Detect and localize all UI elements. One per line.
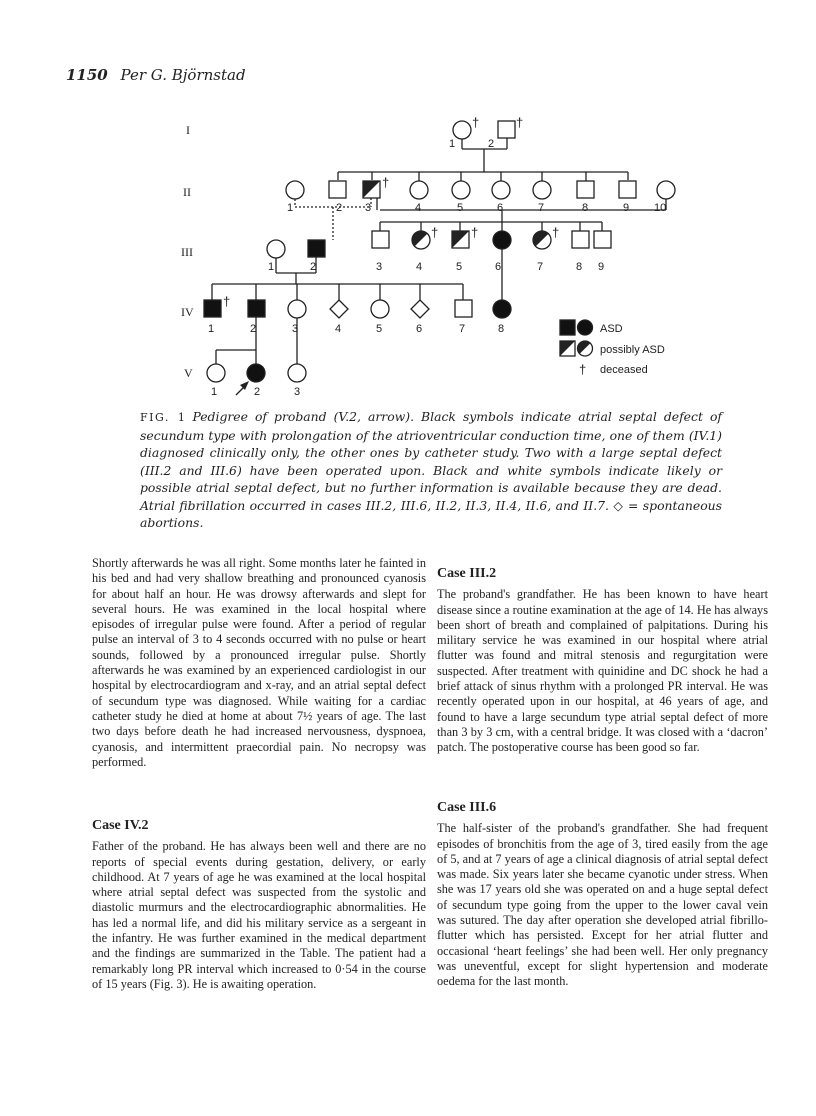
female-I-1	[453, 121, 471, 139]
female-II-6	[492, 181, 510, 199]
pedigree-label: 2	[254, 386, 261, 398]
pedigree-label: 9	[623, 202, 630, 214]
pedigree-label: 1	[449, 138, 456, 150]
pedigree-label: 6	[416, 323, 423, 335]
case-iii6-section	[437, 800, 768, 990]
running-header	[66, 66, 246, 84]
female-III-6-affected	[493, 231, 511, 249]
pedigree-label: 8	[576, 261, 583, 273]
page-number: 1150	[66, 66, 108, 84]
gen-label-III: III	[181, 245, 193, 259]
pedigree-label: 6	[495, 261, 502, 273]
left-column	[92, 556, 426, 770]
female-II-4	[410, 181, 428, 199]
gen-label-I: I	[186, 123, 190, 137]
female-II-10	[657, 181, 675, 199]
proband-V-2-affected	[247, 364, 265, 382]
author-name: Per G. Björnstad	[120, 66, 246, 84]
pedigree-label: 3	[365, 202, 372, 214]
male-IV-1-affected	[204, 300, 221, 317]
pedigree-label: 4	[416, 261, 423, 273]
paragraph: The proband's grandfather. He has been known to have heart disease since a routine examination at the age of 14. He has always been short of breath and complained of palpitations. During his military service he was examined in our hospital where atrial flutter was found and mitral stenosis and regurgitation were suspected. After treatment with quinidine and DC shock he had a brief attack of sinus rhythm with a prolonged PR interval. He was recently operated upon in our hospital, at 46 years of age, and found to have a large secundum type atrial septal defect of more than 3 by 3 cm, with a central bridge. It was closed with a ‘dacron’ patch. The postoperative course has been good so far.	[437, 587, 768, 755]
case-iii2-section	[437, 566, 768, 756]
paragraph: Father of the proband. He has always been well and there are no reports of special events during gestation, delivery, or early childhood. At 7 years of age he was examined at the local hospital where atrial septal defect was suspected from the systolic and diastolic murmurs and the electrocardiographic abnormalities. He has led a normal life, and did his military service as a sergeant in the infantry. He was further examined in the medical department and the findings are summarized in the Table. The patient had a remarkably long PR interval which increased to 0·54 in the course of 15 years (Fig. 3). He is awaiting operation.	[92, 839, 426, 991]
pedigree-label: 7	[537, 261, 544, 273]
pedigree-label: 1	[208, 323, 215, 335]
male-IV-2-affected	[248, 300, 265, 317]
pedigree-label: 1	[268, 261, 275, 273]
legend-asd: ASD	[600, 323, 623, 335]
male-I-2	[498, 121, 515, 138]
legend-deceased-mark: †	[579, 362, 587, 377]
pedigree-label: 5	[376, 323, 383, 335]
pedigree-label: 7	[538, 202, 545, 214]
figure-label: FIG. 1	[140, 411, 187, 424]
deceased-mark: †	[516, 115, 524, 130]
figure-caption	[140, 408, 722, 532]
pedigree-label: 5	[457, 202, 464, 214]
male-II-9	[619, 181, 636, 198]
female-IV-3	[288, 300, 306, 318]
legend-deceased: deceased	[600, 364, 648, 376]
pedigree-label: 1	[287, 202, 294, 214]
pedigree-label: 2	[310, 261, 317, 273]
female-II-7	[533, 181, 551, 199]
female-IV-5	[371, 300, 389, 318]
deceased-mark: †	[382, 175, 390, 190]
pedigree-label: 9	[598, 261, 605, 273]
male-III-8	[572, 231, 589, 248]
female-IV-8-affected	[493, 300, 511, 318]
female-V-1	[207, 364, 225, 382]
abortion-IV-6	[411, 300, 429, 318]
female-III-1	[267, 240, 285, 258]
section-heading: Case III.2	[437, 566, 497, 581]
deceased-mark: †	[472, 115, 480, 130]
deceased-mark: †	[471, 225, 479, 240]
male-III-2-affected	[308, 240, 325, 257]
pedigree-label: 8	[582, 202, 589, 214]
pedigree-label: 4	[335, 323, 342, 335]
deceased-mark: †	[223, 294, 231, 309]
female-II-1	[286, 181, 304, 199]
paragraph: The half-sister of the proband's grandfather. She had frequent episodes of bronchitis from the age of 3, tired easily from the age of 5, and at 7 years of age a clinical diagnosis of atrial septal defect was made. Six years later she became cyanotic under stress. When she was 17 years old she was operated on and a huge septal defect of secundum type going from the upper to the lower caval vein was sutured. The day after operation she developed atrial fibrillo-flutter which has persisted. Except for her atrial flutter and occasional ‘heart feelings’ she had been well. Her only pregnancy was uneventful, except for slight hypertension and moderate oedema for the last month.	[437, 821, 768, 989]
pedigree-label: 1	[211, 386, 218, 398]
female-V-3	[288, 364, 306, 382]
pedigree-legend	[560, 320, 665, 377]
pedigree-label: 4	[415, 202, 422, 214]
abortion-IV-4	[330, 300, 348, 318]
gen-label-V: V	[184, 366, 193, 380]
proband-arrow-icon	[236, 381, 249, 395]
pedigree-label: 8	[498, 323, 505, 335]
pedigree-label: 2	[250, 323, 257, 335]
figure-caption-text: Pedigree of proband (V.2, arrow). Black symbols indicate atrial septal defect of secundum type with prolongation of the atrioventricular conduction time, one of them (IV.1) diagnosed clinically only, the other ones by catheter study. Two with a large septal defect (III.2 and III.6) have been operated upon. Black and white symbols indicate likely or possible atrial septal defect, but no further information is available because they are dead. Atrial fibrillation occurred in cases III.2, III.6, II.2, II.3, II.4, II.6, and II.7. ◇ = spontaneous abortions.	[140, 409, 722, 530]
male-II-8	[577, 181, 594, 198]
pedigree-diagram	[150, 110, 710, 405]
male-III-3	[372, 231, 389, 248]
legend-possibly-asd: possibly ASD	[600, 344, 665, 356]
pedigree-label: 3	[376, 261, 383, 273]
gen-label-II: II	[183, 185, 191, 199]
pedigree-label: 10	[654, 202, 667, 214]
pedigree-label: 3	[292, 323, 299, 335]
male-III-9	[594, 231, 611, 248]
male-IV-7	[455, 300, 472, 317]
gen-label-IV: IV	[181, 305, 194, 319]
pedigree-label: 5	[456, 261, 463, 273]
female-II-5	[452, 181, 470, 199]
pedigree-label: 3	[294, 386, 301, 398]
section-heading: Case III.6	[437, 800, 497, 815]
pedigree-label: 7	[459, 323, 466, 335]
pedigree-label: 6	[497, 202, 504, 214]
male-II-2	[329, 181, 346, 198]
paragraph: Shortly afterwards he was all right. Some months later he fainted in his bed and had very shallow breathing and pronounced cyanosis for about half an hour. He was drowsy afterwards and slept for several hours. He was examined in the local hospital where episodes of irregular pulse were found. After a period of regular pulse an interval of 3 to 4 seconds occurred with no pulse or heart sounds, followed by a pronounced irregular pulse. Shortly afterwards he was examined by an experienced cardiologist in our hospital by electrocardiogram and x-ray, and an atrial septal defect of secundum type was diagnosed. While waiting for a cardiac catheter study he died at home at about 7½ years of age. The last two days before death he had increased nervousness, dyspnoea, cyanosis, and intermittent praecordial pain. No necropsy was performed.	[92, 556, 426, 769]
deceased-mark: †	[431, 225, 439, 240]
pedigree-label: 2	[336, 202, 343, 214]
section-heading: Case IV.2	[92, 818, 149, 833]
case-iv2-section	[92, 818, 426, 992]
pedigree-label: 2	[488, 138, 495, 150]
deceased-mark: †	[552, 225, 560, 240]
